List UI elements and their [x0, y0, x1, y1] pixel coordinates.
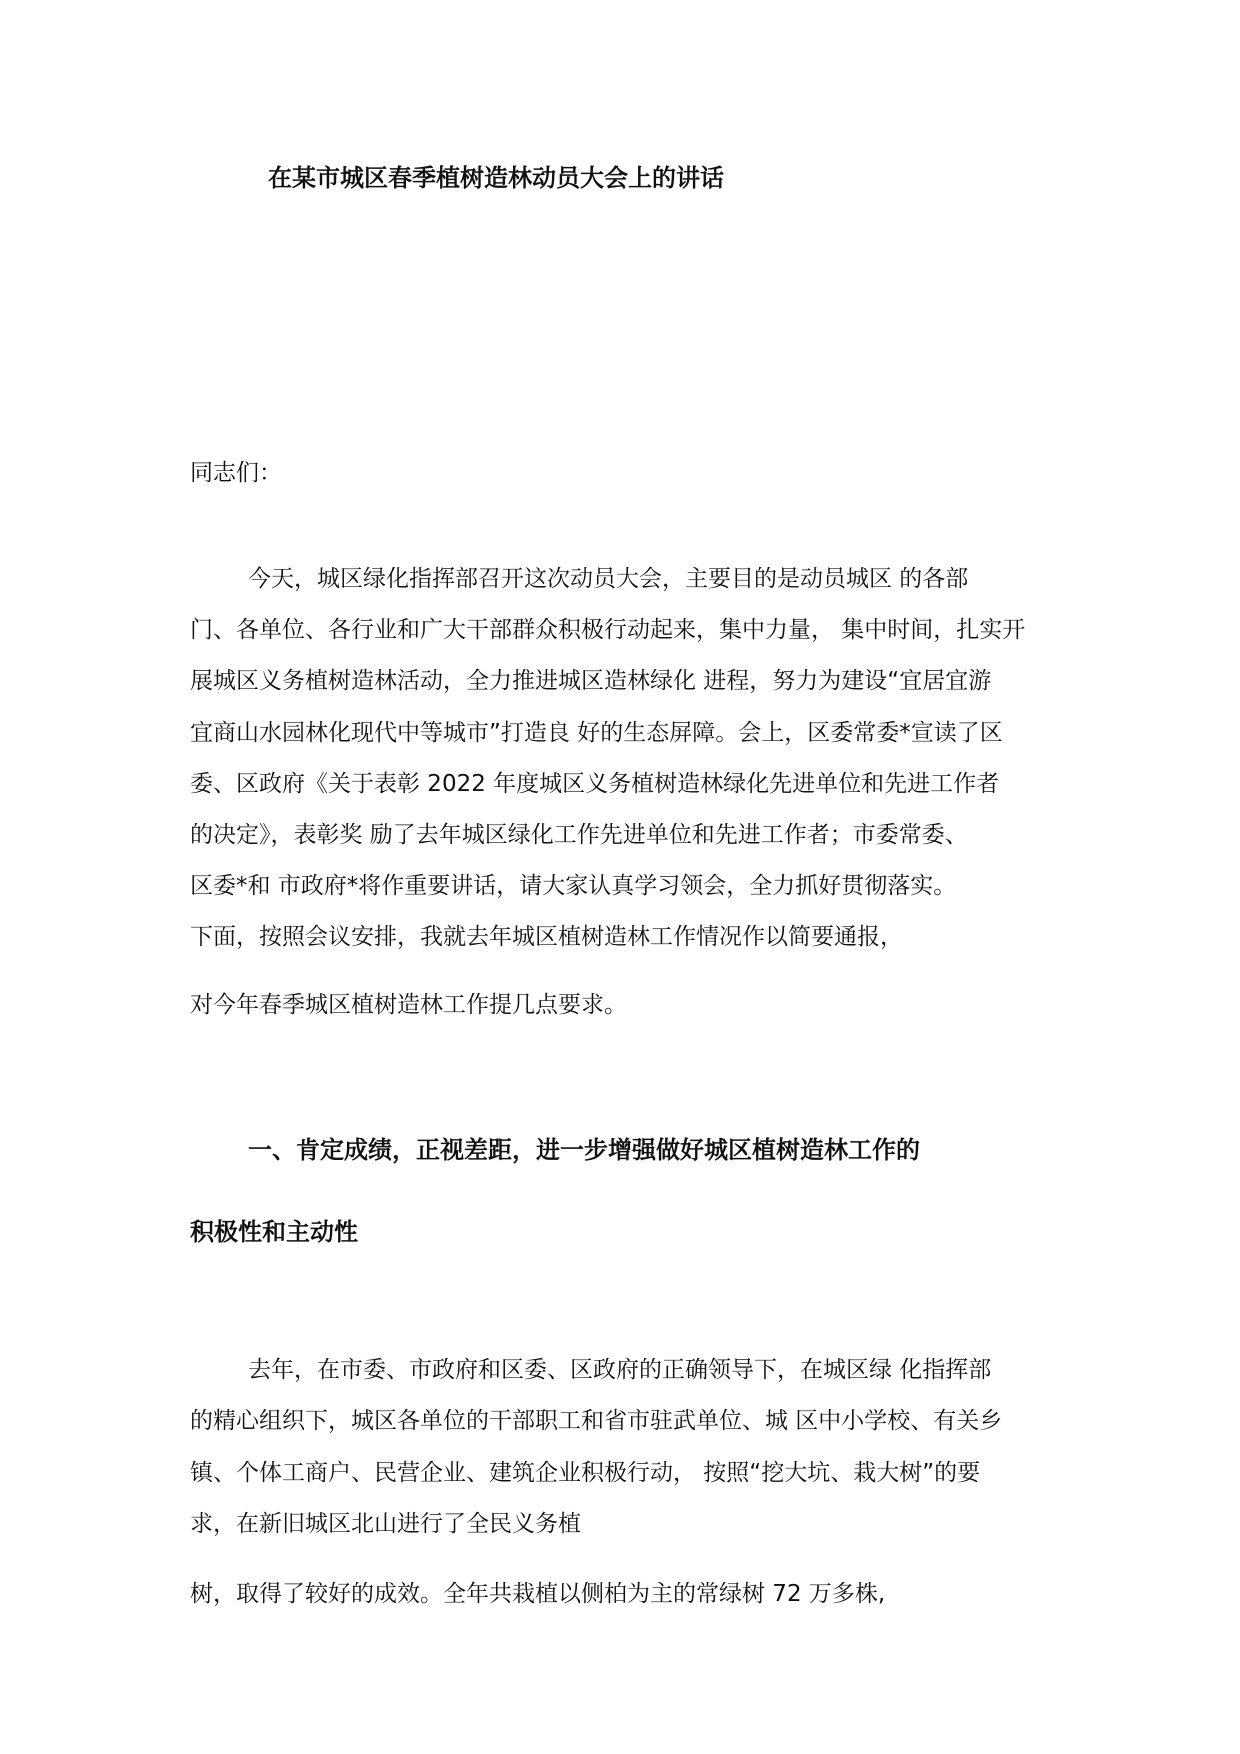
paragraph-line: 今天，城区绿化指挥部召开这次动员大会，主要目的是动员城区 的各部 — [248, 566, 969, 592]
paragraph-line: 区委*和 市政府*将作重要讲话，请大家认真学习领会，全力抓好贯彻落实。 — [190, 873, 957, 899]
paragraph-line: 的精心组织下，城区各单位的干部职工和省市驻武单位、城 区中小学校、有关乡 — [190, 1408, 1003, 1434]
paragraph-line: 下面，按照会议安排，我就去年城区植树造林工作情况作以简要通报， — [190, 924, 903, 950]
document-title: 在某市城区春季植树造林动员大会上的讲话 — [268, 164, 724, 192]
paragraph-line: 去年，在市委、市政府和区委、区政府的正确领导下，在城区绿 化指挥部 — [248, 1357, 992, 1383]
paragraph-line: 对今年春季城区植树造林工作提几点要求。 — [190, 992, 627, 1018]
paragraph-line: 镇、个体工商户、民营企业、建筑企业积极行动， 按照“挖大坑、栽大树”的要 — [190, 1460, 981, 1486]
paragraph-line: 的决定》，表彰奖 励了去年城区绿化工作先进单位和先进工作者；市委常委、 — [190, 822, 968, 848]
salutation: 同志们： — [190, 460, 282, 486]
paragraph-line: 门、各单位、各行业和广大干部群众积极行动起来，集中力量， 集中时间，扎实开 — [190, 617, 1026, 643]
paragraph-line: 求，在新旧城区北山进行了全民义务植 — [190, 1511, 581, 1537]
paragraph-line: 宜商山水园林化现代中等城市”打造良 好的生态屏障。会上，区委常委*宣读了区 — [190, 720, 1003, 746]
paragraph-line: 委、区政府《关于表彰 2022 年度城区义务植树造林绿化先进单位和先进工作者 — [190, 771, 1000, 797]
section-heading: 一、肯定成绩，正视差距，进一步增强做好城区植树造林工作的 — [248, 1136, 920, 1164]
paragraph-line: 展城区义务植树造林活动，全力推进城区造林绿化 进程，努力为建设“宜居宜游 — [190, 668, 992, 694]
paragraph-line: 树，取得了较好的成效。全年共栽植以侧柏为主的常绿树 72 万多株, — [190, 1581, 886, 1607]
section-heading-continued: 积极性和主动性 — [190, 1218, 358, 1246]
